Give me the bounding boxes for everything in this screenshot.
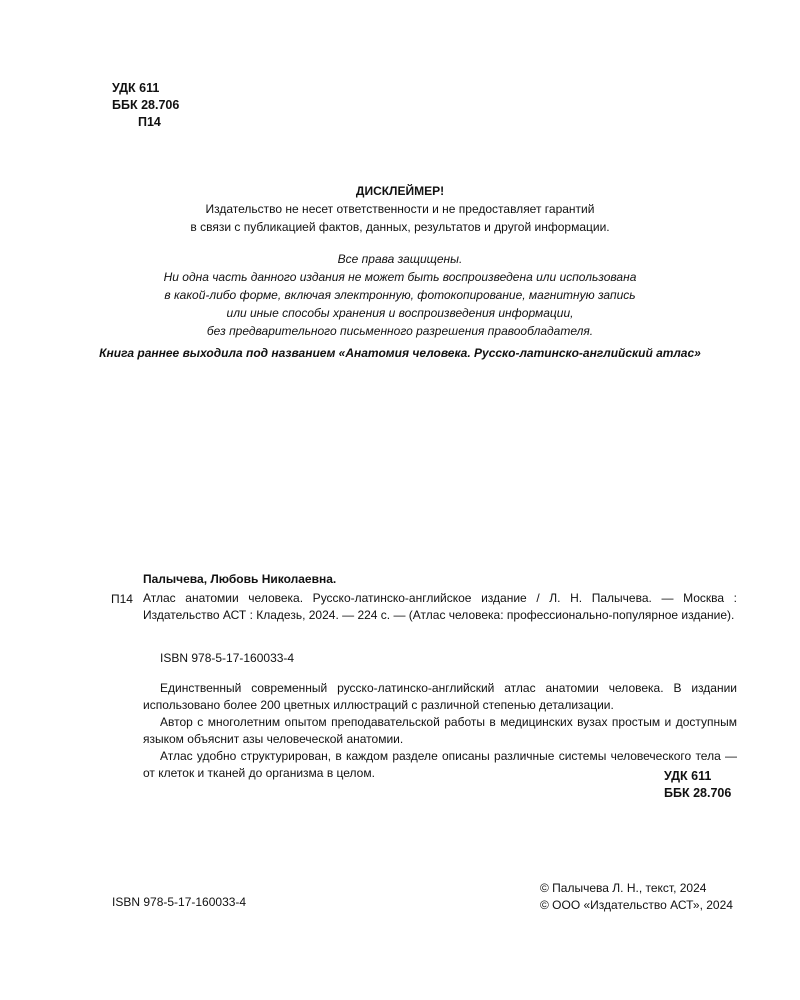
copyright-block	[540, 880, 733, 914]
bbk-code-right: ББК 28.706	[664, 786, 732, 800]
footer-isbn: ISBN 978-5-17-160033-4	[112, 895, 247, 909]
rights-line: в какой-либо форме, включая электронную, фотокопирование, магнитную запись	[164, 288, 636, 302]
bibliography-author: Палычева, Любовь Николаевна.	[143, 572, 337, 586]
annotation-block	[143, 680, 737, 782]
copyright-publisher: © ООО «Издательство АСТ», 2024	[540, 898, 733, 912]
udk-code-right: УДК 611	[664, 769, 712, 783]
annotation-paragraph: Единственный современный русско-латинско-английский атлас анатомии человека. В издании использовано более 200 цветных иллюстраций с различной степенью детализации.	[143, 681, 737, 712]
bbk-code: ББК 28.706	[112, 98, 180, 112]
rights-line: без предварительного письменного разрешения правообладателя.	[206, 324, 594, 338]
bibliography-isbn: ISBN 978-5-17-160033-4	[160, 651, 295, 665]
annotation-paragraph: Атлас удобно структурирован, в каждом разделе описаны различные системы человеческого тела — от клеток и тканей до организма в целом.	[143, 749, 737, 780]
author-code: П14	[138, 115, 161, 129]
copyright-text: © Палычева Л. Н., текст, 2024	[540, 881, 707, 895]
disclaimer-title: ДИСКЛЕЙМЕР!	[355, 184, 445, 198]
rights-line: Ни одна часть данного издания не может быть воспроизведена или использована	[163, 270, 637, 284]
rights-block	[0, 250, 800, 340]
previous-title-note: Книга раннее выходила под названием «Анатомия человека. Русско-латинско-английский атлас»	[99, 346, 701, 360]
classification-block-right	[664, 768, 731, 802]
annotation-paragraph: Автор с многолетним опытом преподавательской работы в медицинских вузах простым и доступным языком объяснит азы человеческой анатомии.	[143, 715, 737, 746]
bibliography-description	[143, 590, 737, 624]
rights-line: или иные способы хранения и воспроизведения информации,	[226, 306, 574, 320]
disclaimer-line: Издательство не несет ответственности и не предоставляет гарантий	[205, 202, 595, 216]
disclaimer-block	[0, 182, 800, 236]
bibliography-description-text: Атлас анатомии человека. Русско-латинско-английское издание / Л. Н. Палычева. — Москва : Издательство АСТ : Кладезь, 2024. — 224 с. — (Атлас человека: профессионально-популярное издание).	[143, 591, 737, 622]
classification-block-top	[112, 80, 179, 131]
disclaimer-line: в связи с публикацией фактов, данных, результатов и другой информации.	[190, 220, 610, 234]
rights-line: Все права защищены.	[337, 252, 463, 266]
bibliography-code: П14	[111, 592, 133, 606]
udk-code: УДК 611	[112, 81, 160, 95]
